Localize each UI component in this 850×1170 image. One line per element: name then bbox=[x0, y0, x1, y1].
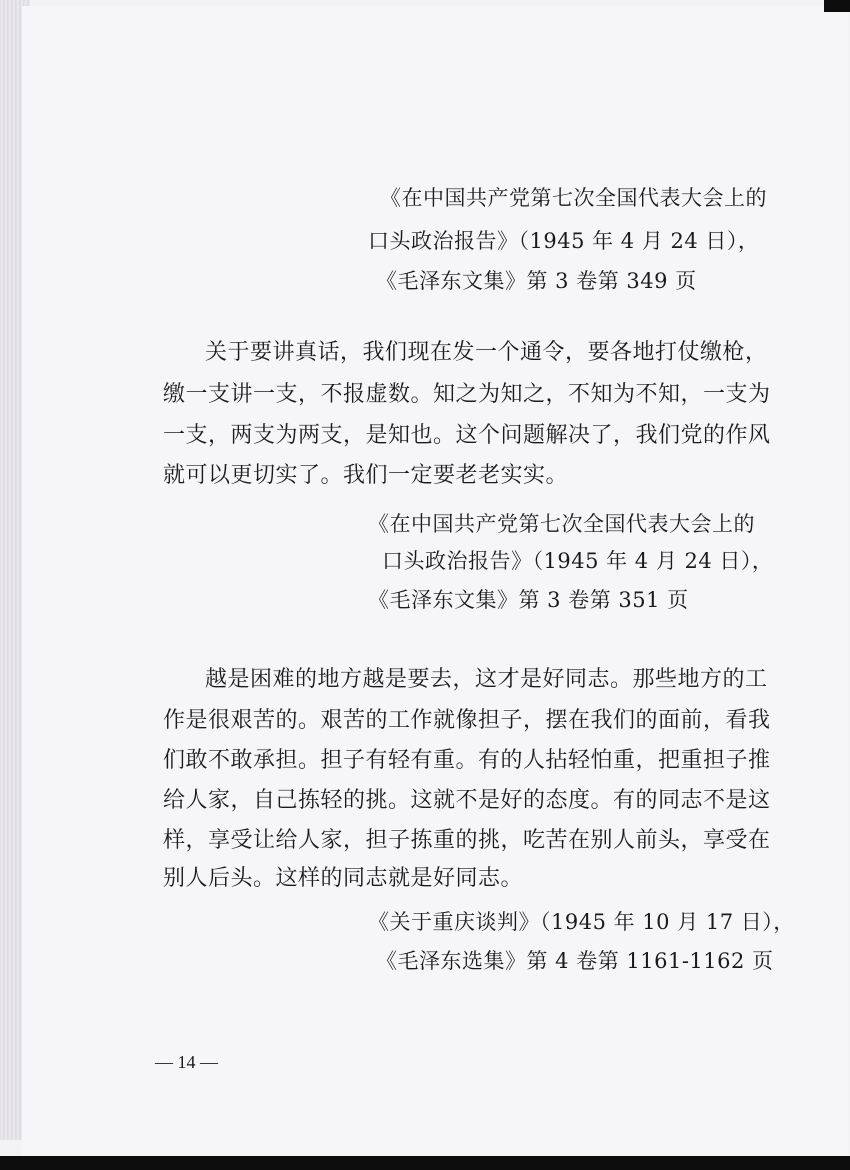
page-number: — 14 — bbox=[155, 1052, 218, 1072]
paragraph-2-line-6: 别人后头。这样的同志就是好同志。 bbox=[163, 866, 524, 891]
citation-3-line-2: 《毛泽东选集》第 4 卷第 1161-1162 页 bbox=[376, 949, 774, 973]
citation-2-line-1: 《在中国共产党第七次全国代表大会上的 bbox=[368, 512, 755, 536]
citation-1-line-2: 口头政治报告》（1945 年 4 月 24 日）， bbox=[368, 229, 760, 253]
citation-1-line-1: 《在中国共产党第七次全国代表大会上的 bbox=[380, 186, 767, 210]
paragraph-1-line-3: 一支，两支为两支，是知也。这个问题解决了，我们党的作风 bbox=[163, 423, 771, 448]
paragraph-2-line-4: 给人家，自己拣轻的挑。这就不是好的态度。有的同志不是这 bbox=[163, 788, 771, 813]
paragraph-1-line-1: 关于要讲真话，我们现在发一个通令，要各地打仗缴枪， bbox=[205, 340, 768, 365]
citation-1-line-3: 《毛泽东文集》第 3 卷第 349 页 bbox=[376, 269, 697, 293]
document-page bbox=[22, 6, 848, 1156]
scan-border-bottom bbox=[0, 1156, 850, 1170]
citation-2-line-2: 口头政治报告》（1945 年 4 月 24 日）， bbox=[382, 549, 774, 573]
citation-3-line-1: 《关于重庆谈判》（1945 年 10 月 17 日）， bbox=[368, 910, 795, 934]
paragraph-2-line-5: 样，享受让给人家，担子拣重的挑，吃苦在别人前头，享受在 bbox=[163, 828, 771, 853]
paragraph-1-line-4: 就可以更切实了。我们一定要老老实实。 bbox=[163, 463, 569, 488]
paragraph-1-line-2: 缴一支讲一支，不报虚数。知之为知之，不知为不知，一支为 bbox=[163, 382, 771, 407]
paragraph-2-line-2: 作是很艰苦的。艰苦的工作就像担子，摆在我们的面前，看我 bbox=[163, 708, 771, 733]
paragraph-2-line-1: 越是困难的地方越是要去，这才是好同志。那些地方的工 bbox=[205, 667, 768, 692]
paragraph-2-line-3: 们敢不敢承担。担子有轻有重。有的人拈轻怕重，把重担子推 bbox=[163, 748, 771, 773]
scan-border-corner bbox=[824, 0, 850, 12]
citation-2-line-3: 《毛泽东文集》第 3 卷第 351 页 bbox=[368, 588, 689, 612]
